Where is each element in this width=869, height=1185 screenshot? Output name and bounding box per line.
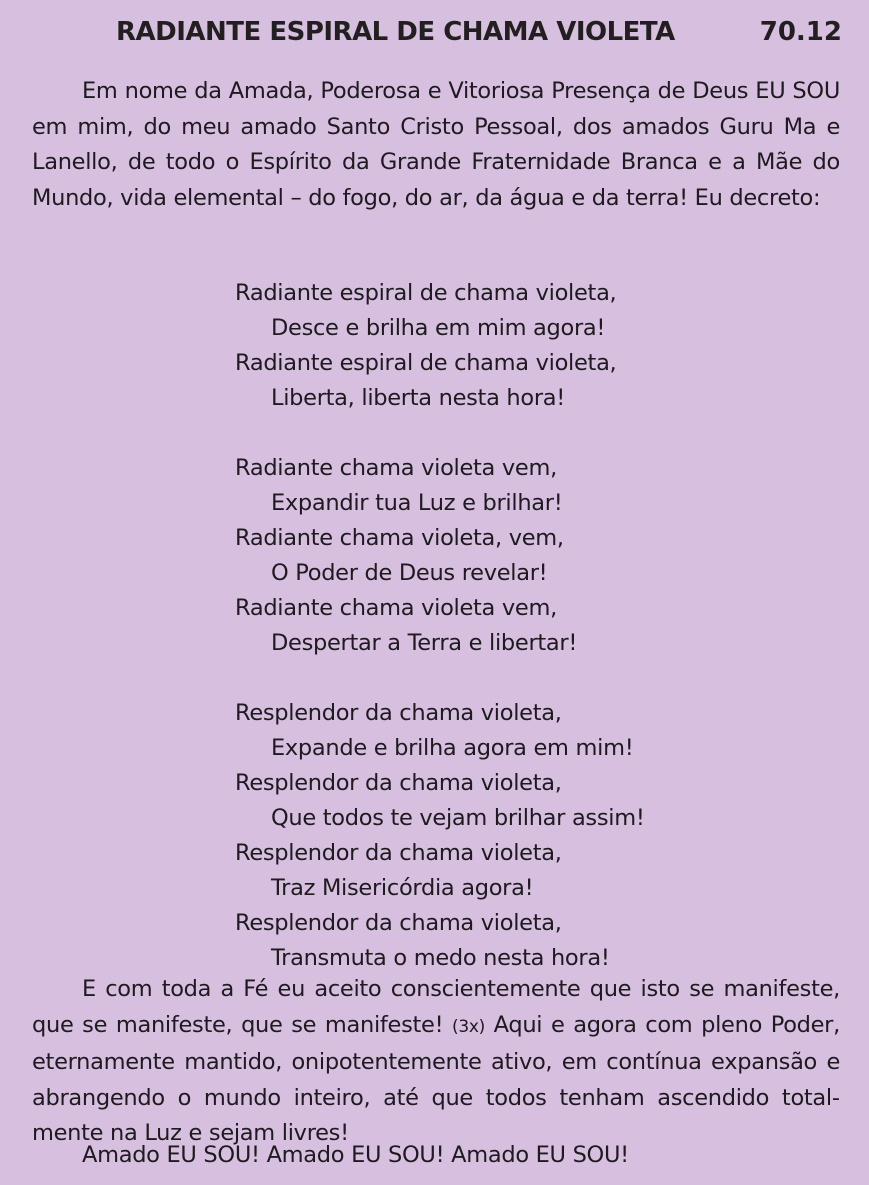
verses [235, 276, 835, 1011]
verse-line: Liberta, liberta nesta hora! [271, 385, 565, 411]
verse-line: O Poder de Deus revelar! [271, 560, 548, 586]
verse-line: Traz Misericórdia agora! [271, 875, 534, 901]
verse-line: Radiante chama violeta, vem, [235, 525, 564, 551]
repeat-marker: (3x) [452, 1016, 485, 1037]
title-row [0, 12, 869, 52]
verse-line: Radiante espiral de chama violeta, [235, 350, 617, 376]
closing-text-part2: Aqui e agora com pleno Poder, eternamente mantido, onipotentemente ativo, em contínua expansão e abrangendo o mundo inteiro, até que todos tenham ascendido totalmente na Luz e sejam livres! [32, 1011, 840, 1146]
closing-text-part1: E com toda a Fé eu aceito conscientemente que isto se manifeste, que se manifeste, que se manifeste! [32, 976, 840, 1038]
decree-title: RADIANTE ESPIRAL DE CHAMA VIOLETA [116, 17, 675, 47]
verse-line: Expande e brilha agora em mim! [271, 735, 634, 761]
verse-line: Radiante espiral de chama violeta, [235, 280, 617, 306]
decree-number: 70.12 [759, 17, 842, 47]
verse-line: Resplendor da chama violeta, [235, 770, 562, 796]
verse-line: Transmuta o medo nesta hora! [271, 945, 610, 971]
final-affirmation: Amado EU SOU! Amado EU SOU! Amado EU SOU! [82, 1142, 629, 1168]
verse-line: Que todos te vejam brilhar assim! [271, 805, 645, 831]
verse-line: Resplendor da chama violeta, [235, 700, 562, 726]
verse-line: Radiante chama violeta vem, [235, 595, 557, 621]
stanza-3 [235, 696, 835, 976]
verse-line: Radiante chama violeta vem, [235, 455, 557, 481]
closing-paragraph [32, 972, 840, 1152]
stanza-1 [235, 276, 835, 416]
verse-line: Expandir tua Luz e brilhar! [271, 490, 563, 516]
verse-line: Resplendor da chama violeta, [235, 910, 562, 936]
verse-line: Despertar a Terra e libertar! [271, 630, 578, 656]
verse-line: Resplendor da chama violeta, [235, 840, 562, 866]
verse-line: Desce e brilha em mim agora! [271, 315, 606, 341]
intro-paragraph: Em nome da Amada, Poderosa e Vitoriosa Presença de Deus EU SOU em mim, do meu amado Santo Cristo Pessoal, dos amados Guru Ma e Lanello, de todo o Espírito da Grande Fraternidade Branca e a Mãe do Mundo, vida elemental – do fogo, do ar, da água e da terra! Eu decreto: [32, 78, 840, 211]
stanza-2 [235, 451, 835, 661]
